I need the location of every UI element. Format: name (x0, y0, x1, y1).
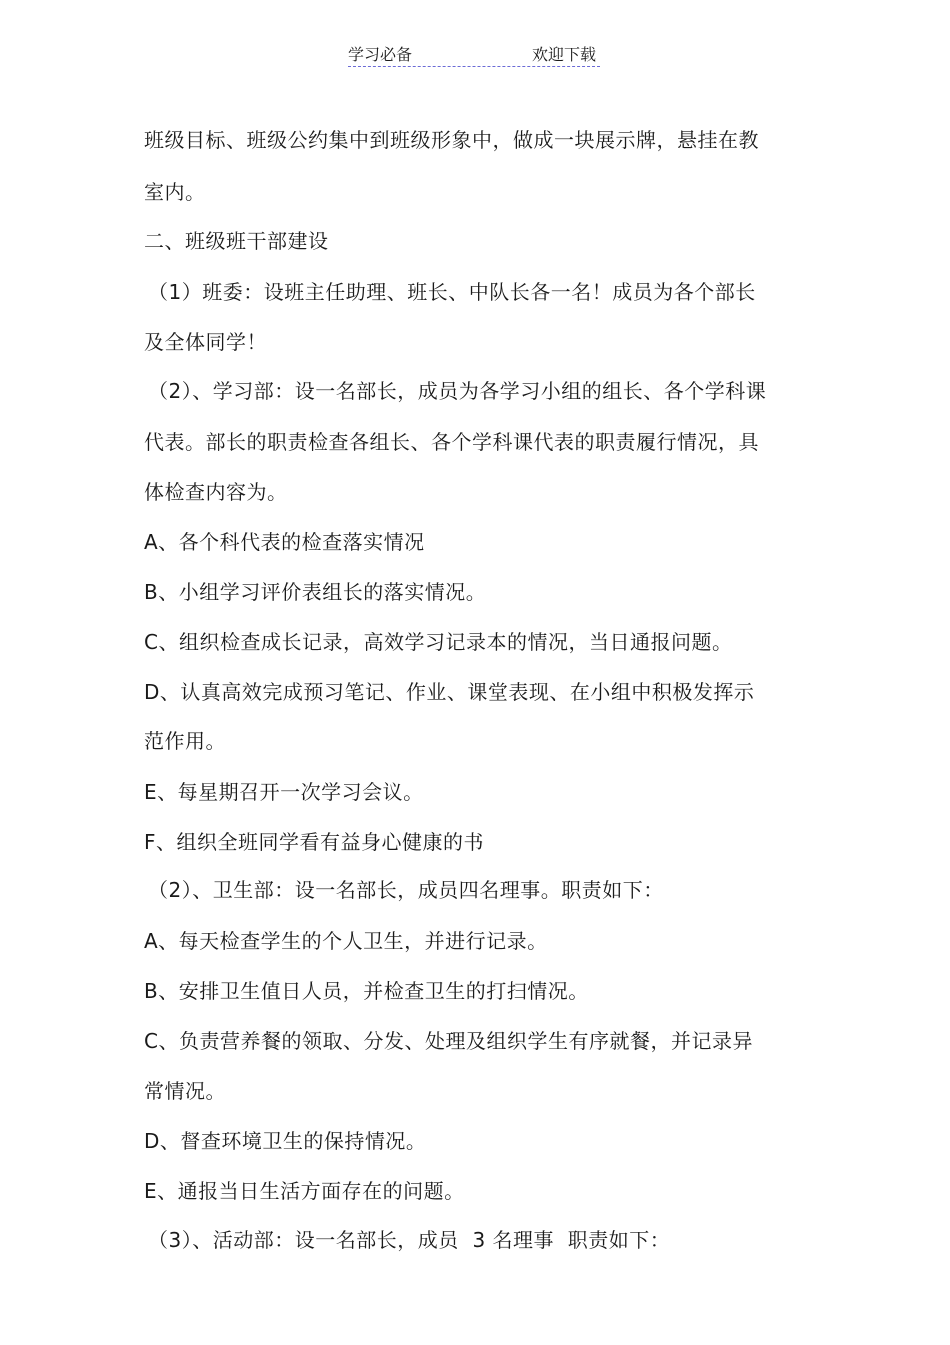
list-item: F、组织全班同学看有益身心健康的书 (144, 830, 485, 854)
list-item: D、督查环境卫生的保持情况。 (144, 1129, 427, 1153)
body-line: 代表。部长的职责检查各组长、各个学科课代表的职责履行情况，具 (144, 430, 759, 454)
list-item: C、负责营养餐的领取、分发、处理及组织学生有序就餐，并记录异 (144, 1029, 753, 1053)
body-line: 范作用。 (144, 729, 226, 753)
header-right-text: 欢迎下载 (531, 45, 596, 64)
body-line: （2）、卫生部：设一名部长，成员四名理事。职责如下： (148, 878, 664, 902)
body-line: 及全体同学！ (144, 330, 267, 354)
list-item: A、每天检查学生的个人卫生，并进行记录。 (144, 929, 548, 953)
list-item: D、认真高效完成预习笔记、作业、课堂表现、在小组中积极发挥示 (144, 680, 755, 704)
body-line: 班级目标、班级公约集中到班级形象中，做成一块展示牌，悬挂在教 (144, 128, 759, 152)
body-line: 体检查内容为。 (144, 480, 288, 504)
list-item: E、每星期召开一次学习会议。 (144, 780, 424, 804)
list-item: C、组织检查成长记录，高效学习记录本的情况，当日通报问题。 (144, 630, 733, 654)
list-item: A、各个科代表的检查落实情况 (144, 530, 425, 554)
body-line: （1）班委：设班主任助理、班长、中队长各一名！成员为各个部长 (148, 280, 756, 304)
body-line: （3）、活动部：设一名部长，成员 3 名理事 职责如下： (148, 1228, 671, 1252)
header-left-text: 学习必备 (348, 45, 413, 64)
body-line: 常情况。 (144, 1079, 226, 1103)
body-line: （2）、学习部：设一名部长，成员为各学习小组的组长、各个学科课 (148, 379, 767, 403)
list-item: B、小组学习评价表组长的落实情况。 (144, 580, 487, 604)
section-heading: 二、班级班干部建设 (144, 229, 329, 253)
list-item: B、安排卫生值日人员，并检查卫生的打扫情况。 (144, 979, 589, 1003)
body-line: 室内。 (144, 180, 206, 204)
list-item: E、通报当日生活方面存在的问题。 (144, 1179, 465, 1203)
